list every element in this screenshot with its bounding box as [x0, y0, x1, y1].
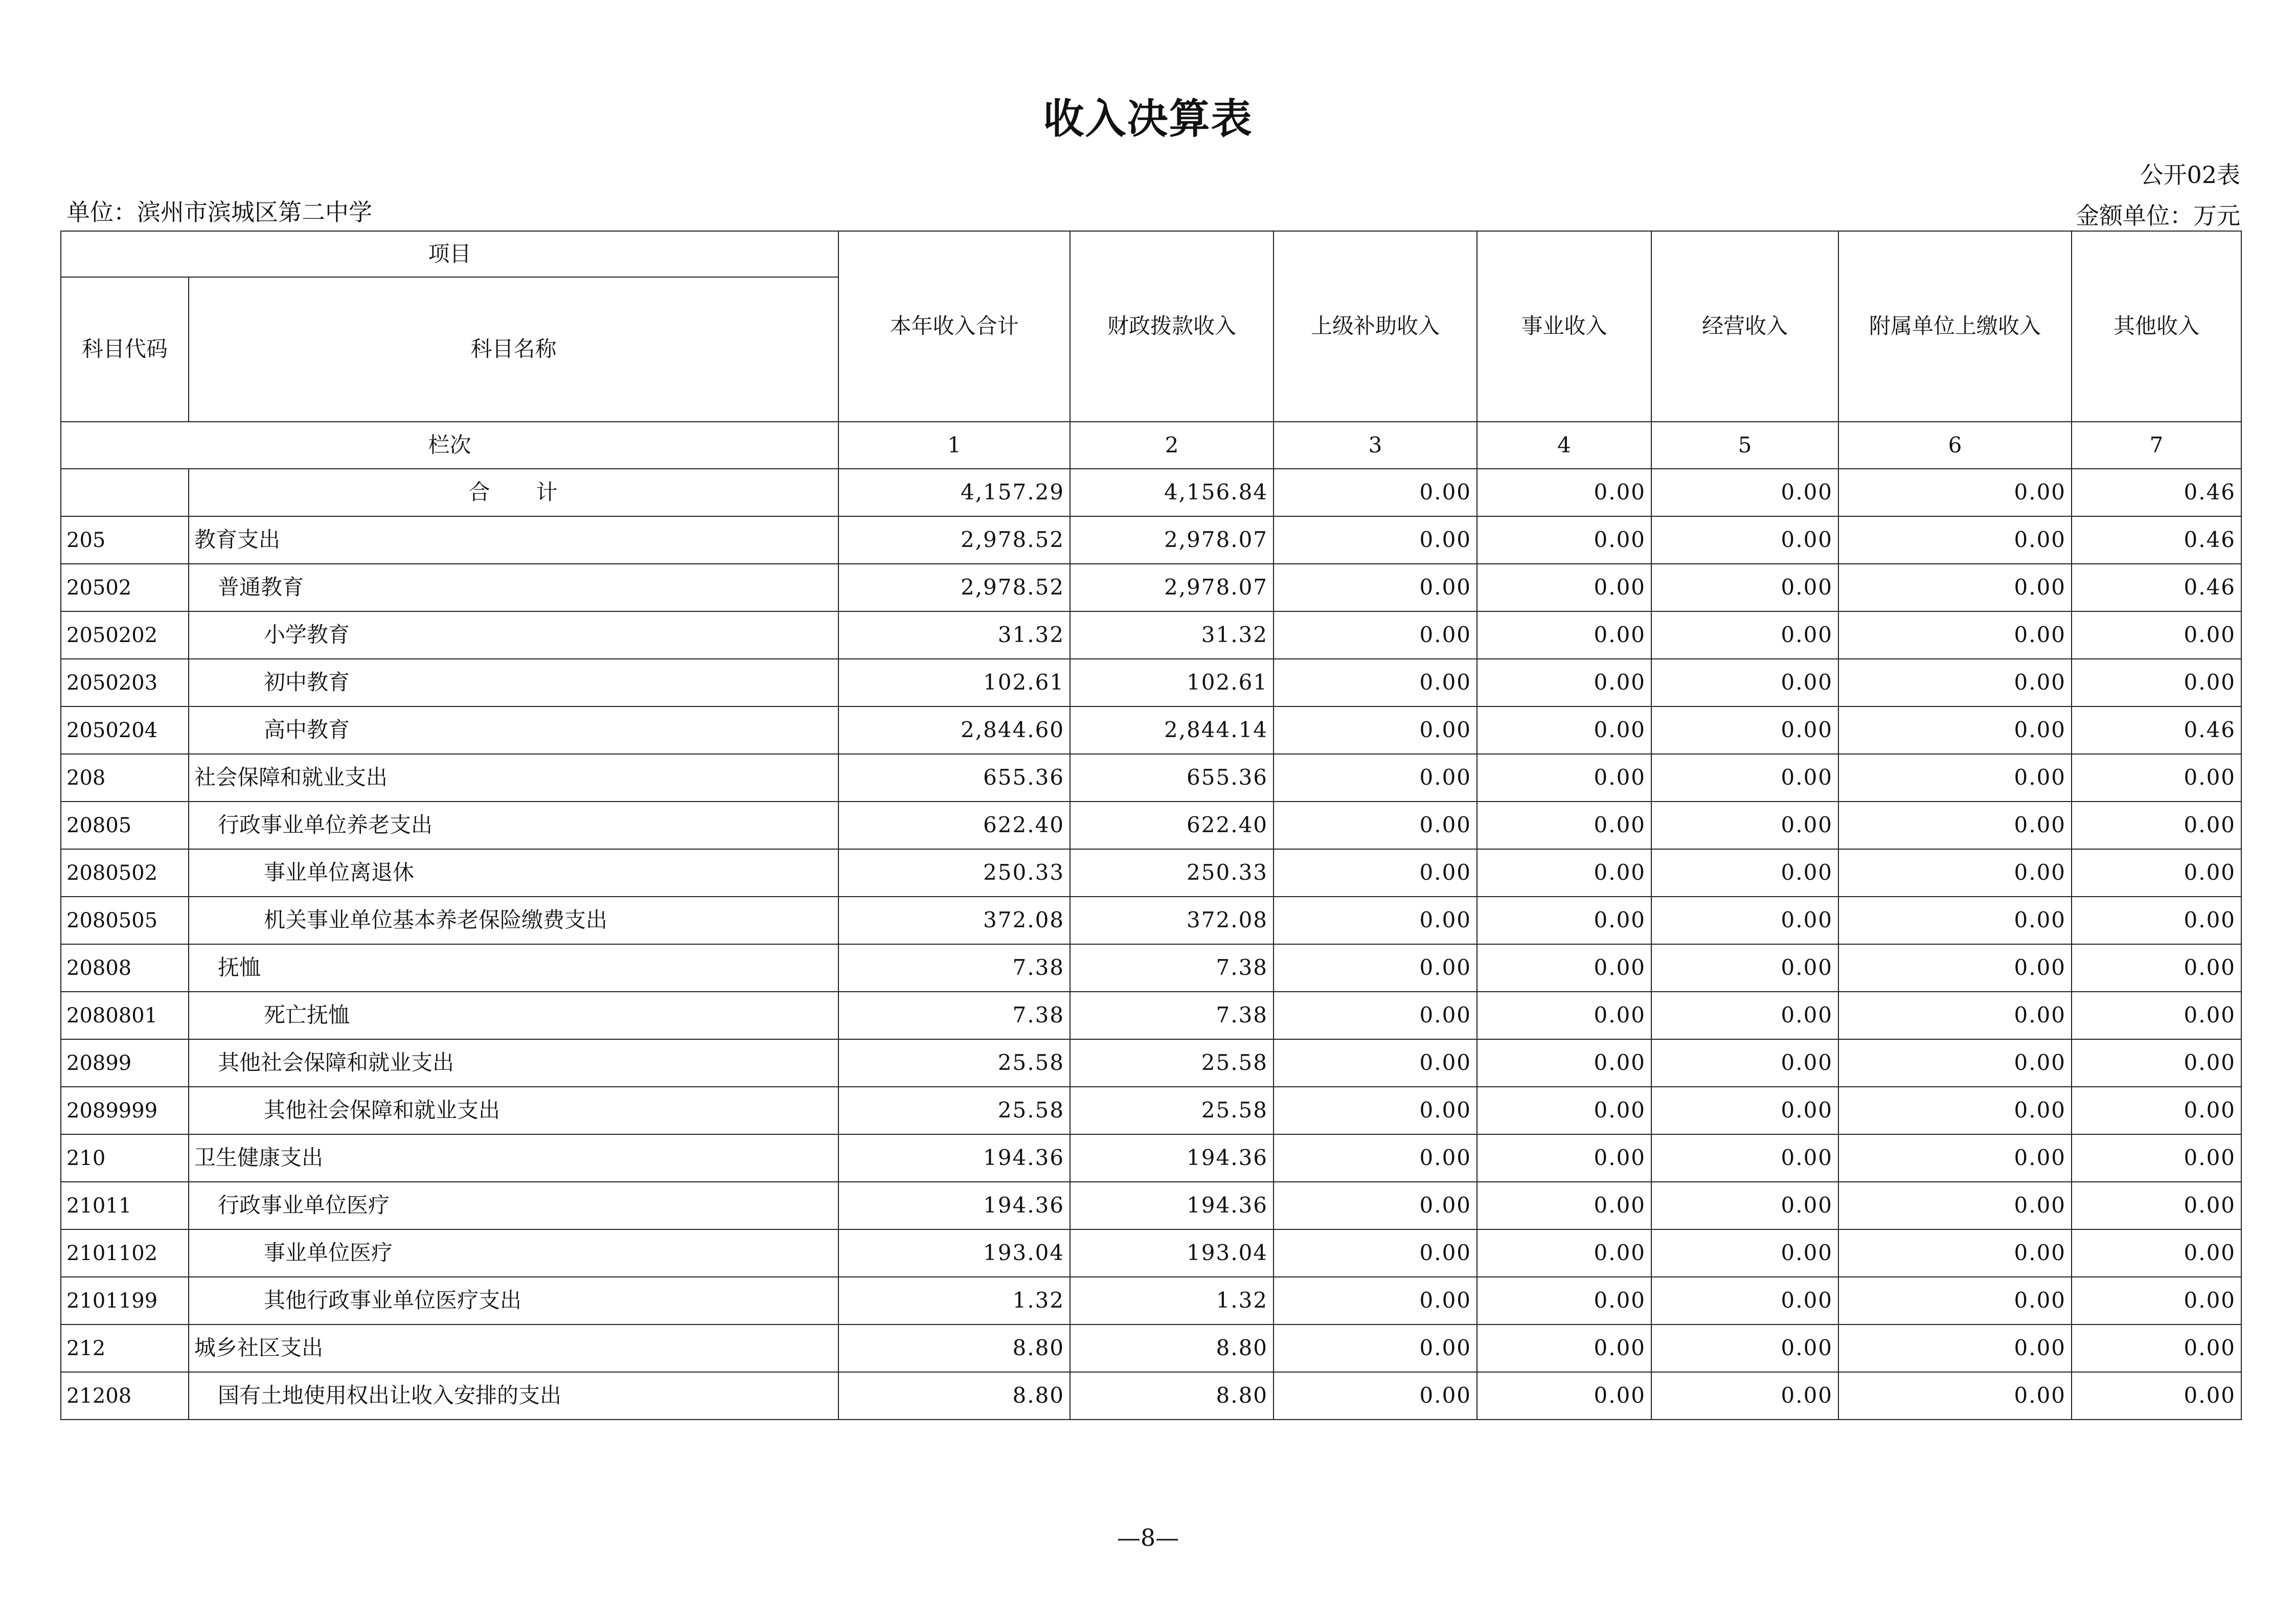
amount-cell: 0.00 — [1838, 1087, 2072, 1134]
amount-cell: 0.00 — [1838, 944, 2072, 992]
amount-cell: 102.61 — [838, 659, 1070, 706]
header-column: 财政拨款收入 — [1070, 231, 1274, 422]
subject-name: 行政事业单位养老支出 — [189, 802, 838, 849]
header-column: 附属单位上缴收入 — [1838, 231, 2072, 422]
amount-cell: 0.00 — [2072, 1277, 2241, 1324]
amount-cell: 7.38 — [1070, 992, 1274, 1039]
amount-cell: 2,844.60 — [838, 706, 1070, 754]
table-row — [61, 1039, 2241, 1087]
unit-label: 单位：滨州市滨城区第二中学 — [66, 198, 372, 226]
amount-cell: 0.00 — [1651, 516, 1838, 564]
amount-cell: 0.00 — [1838, 1372, 2072, 1420]
amount-cell: 0.00 — [1477, 1229, 1651, 1277]
amount-cell: 194.36 — [1070, 1182, 1274, 1229]
amount-cell: 0.00 — [1651, 1324, 1838, 1372]
header-seq: 3 — [1274, 422, 1477, 469]
table-row — [61, 1134, 2241, 1182]
amount-cell: 0.00 — [1651, 1372, 1838, 1420]
subject-code: 20502 — [61, 564, 189, 611]
table-row — [61, 1372, 2241, 1420]
amount-cell: 0.00 — [1651, 849, 1838, 897]
amount-cell: 0.00 — [1274, 1372, 1477, 1420]
amount-cell: 0.00 — [1274, 944, 1477, 992]
amount-cell: 0.00 — [1838, 706, 2072, 754]
amount-cell: 250.33 — [838, 849, 1070, 897]
amount-cell: 8.80 — [1070, 1324, 1274, 1372]
subject-code: 2080505 — [61, 897, 189, 944]
amount-cell: 0.00 — [1274, 1134, 1477, 1182]
table-row — [61, 1087, 2241, 1134]
header-column: 事业收入 — [1477, 231, 1651, 422]
total-value: 0.00 — [1477, 469, 1651, 516]
report-title: 收入决算表 — [1043, 95, 1253, 143]
amount-cell: 0.00 — [1274, 1039, 1477, 1087]
total-value: 0.00 — [1651, 469, 1838, 516]
amount-cell: 0.00 — [1274, 1229, 1477, 1277]
table-row — [61, 1324, 2241, 1372]
subject-name: 其他社会保障和就业支出 — [189, 1039, 838, 1087]
amount-cell: 0.00 — [1477, 706, 1651, 754]
total-value: 4,156.84 — [1070, 469, 1274, 516]
amount-cell: 0.00 — [2072, 1039, 2241, 1087]
amount-cell: 0.00 — [2072, 1229, 2241, 1277]
table-row — [61, 706, 2241, 754]
table-row — [61, 1277, 2241, 1324]
amount-cell: 0.00 — [1274, 659, 1477, 706]
subject-name: 抚恤 — [189, 944, 838, 992]
amount-cell: 25.58 — [1070, 1087, 1274, 1134]
amount-cell: 655.36 — [838, 754, 1070, 802]
amount-cell: 0.00 — [1651, 706, 1838, 754]
amount-cell: 0.00 — [1274, 706, 1477, 754]
amount-cell: 0.00 — [2072, 992, 2241, 1039]
amount-cell: 0.00 — [1651, 944, 1838, 992]
amount-cell: 0.00 — [1477, 516, 1651, 564]
table-row — [61, 754, 2241, 802]
header-code: 科目代码 — [61, 277, 189, 422]
amount-cell: 25.58 — [838, 1087, 1070, 1134]
header-seq: 2 — [1070, 422, 1274, 469]
amount-cell: 2,978.07 — [1070, 564, 1274, 611]
subject-name: 教育支出 — [189, 516, 838, 564]
table-row — [61, 897, 2241, 944]
subject-name: 普通教育 — [189, 564, 838, 611]
subject-code: 2050202 — [61, 611, 189, 659]
subject-name: 事业单位医疗 — [189, 1229, 838, 1277]
amount-cell: 194.36 — [1070, 1134, 1274, 1182]
amount-cell: 0.46 — [2072, 564, 2241, 611]
amount-cell: 0.00 — [1274, 516, 1477, 564]
amount-cell: 0.00 — [1274, 802, 1477, 849]
subject-name: 其他社会保障和就业支出 — [189, 1087, 838, 1134]
amount-cell: 194.36 — [838, 1182, 1070, 1229]
amount-cell: 0.00 — [1477, 1087, 1651, 1134]
amount-cell: 0.00 — [1477, 611, 1651, 659]
amount-cell: 0.00 — [1651, 802, 1838, 849]
subject-name: 国有土地使用权出让收入安排的支出 — [189, 1372, 838, 1420]
subject-code: 2050204 — [61, 706, 189, 754]
money-unit-label: 金额单位：万元 — [2076, 202, 2240, 230]
amount-cell: 0.00 — [2072, 1324, 2241, 1372]
header-item: 项目 — [61, 231, 838, 277]
amount-cell: 0.00 — [1651, 1277, 1838, 1324]
total-row — [61, 469, 2241, 516]
table-row — [61, 849, 2241, 897]
amount-cell: 0.46 — [2072, 516, 2241, 564]
amount-cell: 25.58 — [838, 1039, 1070, 1087]
subject-code: 2080801 — [61, 992, 189, 1039]
header-column: 本年收入合计 — [838, 231, 1070, 422]
subject-code: 2080502 — [61, 849, 189, 897]
amount-cell: 0.46 — [2072, 706, 2241, 754]
amount-cell: 2,978.52 — [838, 564, 1070, 611]
subject-code: 2101102 — [61, 1229, 189, 1277]
amount-cell: 0.00 — [1274, 992, 1477, 1039]
subject-name: 初中教育 — [189, 659, 838, 706]
amount-cell: 622.40 — [1070, 802, 1274, 849]
subject-name: 高中教育 — [189, 706, 838, 754]
amount-cell: 655.36 — [1070, 754, 1274, 802]
amount-cell: 0.00 — [1274, 754, 1477, 802]
subject-code: 2089999 — [61, 1087, 189, 1134]
subject-name: 行政事业单位医疗 — [189, 1182, 838, 1229]
amount-cell: 0.00 — [2072, 659, 2241, 706]
amount-cell: 2,844.14 — [1070, 706, 1274, 754]
amount-cell: 0.00 — [1838, 1182, 2072, 1229]
amount-cell: 193.04 — [838, 1229, 1070, 1277]
amount-cell: 0.00 — [1651, 659, 1838, 706]
amount-cell: 0.00 — [1477, 1277, 1651, 1324]
amount-cell: 0.00 — [2072, 849, 2241, 897]
total-value: 0.00 — [1274, 469, 1477, 516]
amount-cell: 0.00 — [1838, 1229, 2072, 1277]
amount-cell: 25.58 — [1070, 1039, 1274, 1087]
subject-code: 21208 — [61, 1372, 189, 1420]
amount-cell: 0.00 — [1651, 992, 1838, 1039]
subject-code: 205 — [61, 516, 189, 564]
subject-code: 20899 — [61, 1039, 189, 1087]
header-seq: 1 — [838, 422, 1070, 469]
total-value: 0.46 — [2072, 469, 2241, 516]
form-number: 公开02表 — [2140, 161, 2240, 189]
amount-cell: 0.00 — [1477, 659, 1651, 706]
amount-cell: 0.00 — [1477, 1324, 1651, 1372]
subject-code: 21011 — [61, 1182, 189, 1229]
amount-cell: 8.80 — [838, 1372, 1070, 1420]
amount-cell: 0.00 — [1838, 992, 2072, 1039]
amount-cell: 0.00 — [1274, 849, 1477, 897]
subject-code: 2050203 — [61, 659, 189, 706]
amount-cell: 2,978.07 — [1070, 516, 1274, 564]
amount-cell: 0.00 — [1477, 754, 1651, 802]
amount-cell: 0.00 — [1477, 802, 1651, 849]
amount-cell: 0.00 — [2072, 944, 2241, 992]
amount-cell: 0.00 — [1477, 944, 1651, 992]
subject-code: 210 — [61, 1134, 189, 1182]
amount-cell: 0.00 — [1838, 1277, 2072, 1324]
subject-name: 卫生健康支出 — [189, 1134, 838, 1182]
header-seq: 4 — [1477, 422, 1651, 469]
subject-name: 其他行政事业单位医疗支出 — [189, 1277, 838, 1324]
amount-cell: 1.32 — [838, 1277, 1070, 1324]
amount-cell: 193.04 — [1070, 1229, 1274, 1277]
amount-cell: 0.00 — [2072, 1182, 2241, 1229]
table-row — [61, 1229, 2241, 1277]
total-value: 0.00 — [1838, 469, 2072, 516]
amount-cell: 0.00 — [1651, 564, 1838, 611]
amount-cell: 0.00 — [1838, 1039, 2072, 1087]
page-number: —8— — [1117, 1524, 1179, 1551]
amount-cell: 31.32 — [1070, 611, 1274, 659]
amount-cell: 0.00 — [1477, 1182, 1651, 1229]
header-seq-label: 栏次 — [61, 422, 838, 469]
subject-code: 212 — [61, 1324, 189, 1372]
amount-cell: 0.00 — [2072, 802, 2241, 849]
amount-cell: 0.00 — [1274, 564, 1477, 611]
header-column: 上级补助收入 — [1274, 231, 1477, 422]
total-value: 4,157.29 — [838, 469, 1070, 516]
header-name: 科目名称 — [189, 277, 838, 422]
amount-cell: 0.00 — [1651, 754, 1838, 802]
amount-cell: 0.00 — [1651, 1182, 1838, 1229]
amount-cell: 0.00 — [1274, 1324, 1477, 1372]
table-row — [61, 992, 2241, 1039]
amount-cell: 0.00 — [1838, 849, 2072, 897]
amount-cell: 0.00 — [1651, 1087, 1838, 1134]
table-row — [61, 944, 2241, 992]
subject-name: 死亡抚恤 — [189, 992, 838, 1039]
amount-cell: 0.00 — [1477, 1039, 1651, 1087]
amount-cell: 7.38 — [838, 992, 1070, 1039]
amount-cell: 194.36 — [838, 1134, 1070, 1182]
amount-cell: 0.00 — [1838, 611, 2072, 659]
amount-cell: 0.00 — [1838, 1134, 2072, 1182]
amount-cell: 0.00 — [1838, 516, 2072, 564]
amount-cell: 0.00 — [1477, 992, 1651, 1039]
amount-cell: 2,978.52 — [838, 516, 1070, 564]
amount-cell: 31.32 — [838, 611, 1070, 659]
total-code-cell — [61, 469, 189, 516]
subject-code: 2101199 — [61, 1277, 189, 1324]
amount-cell: 372.08 — [1070, 897, 1274, 944]
table-row — [61, 564, 2241, 611]
subject-name: 小学教育 — [189, 611, 838, 659]
subject-code: 20805 — [61, 802, 189, 849]
amount-cell: 0.00 — [1651, 611, 1838, 659]
amount-cell: 0.00 — [1651, 1229, 1838, 1277]
table-row — [61, 802, 2241, 849]
amount-cell: 372.08 — [838, 897, 1070, 944]
amount-cell: 8.80 — [838, 1324, 1070, 1372]
amount-cell: 0.00 — [1477, 1372, 1651, 1420]
header-column: 其他收入 — [2072, 231, 2241, 422]
amount-cell: 0.00 — [1838, 802, 2072, 849]
amount-cell: 0.00 — [2072, 611, 2241, 659]
table-row — [61, 1182, 2241, 1229]
amount-cell: 0.00 — [1274, 897, 1477, 944]
header-seq: 7 — [2072, 422, 2241, 469]
amount-cell: 0.00 — [1838, 659, 2072, 706]
amount-cell: 0.00 — [1651, 1134, 1838, 1182]
amount-cell: 0.00 — [1274, 611, 1477, 659]
table-row — [61, 516, 2241, 564]
header-column: 经营收入 — [1651, 231, 1838, 422]
amount-cell: 0.00 — [2072, 754, 2241, 802]
amount-cell: 0.00 — [2072, 1087, 2241, 1134]
amount-cell: 0.00 — [1838, 564, 2072, 611]
header-seq: 5 — [1651, 422, 1838, 469]
amount-cell: 0.00 — [2072, 1134, 2241, 1182]
amount-cell: 0.00 — [1477, 849, 1651, 897]
amount-cell: 250.33 — [1070, 849, 1274, 897]
subject-code: 20808 — [61, 944, 189, 992]
amount-cell: 8.80 — [1070, 1372, 1274, 1420]
amount-cell: 7.38 — [1070, 944, 1274, 992]
amount-cell: 0.00 — [1274, 1182, 1477, 1229]
amount-cell: 0.00 — [1274, 1087, 1477, 1134]
amount-cell: 0.00 — [1274, 1277, 1477, 1324]
income-report-table — [60, 231, 2242, 1420]
amount-cell: 0.00 — [1477, 897, 1651, 944]
table-row — [61, 659, 2241, 706]
amount-cell: 102.61 — [1070, 659, 1274, 706]
amount-cell: 0.00 — [1838, 1324, 2072, 1372]
subject-name: 社会保障和就业支出 — [189, 754, 838, 802]
subject-name: 城乡社区支出 — [189, 1324, 838, 1372]
amount-cell: 0.00 — [1838, 897, 2072, 944]
subject-name: 机关事业单位基本养老保险缴费支出 — [189, 897, 838, 944]
amount-cell: 0.00 — [2072, 1372, 2241, 1420]
amount-cell: 7.38 — [838, 944, 1070, 992]
amount-cell: 0.00 — [1477, 1134, 1651, 1182]
subject-name: 事业单位离退休 — [189, 849, 838, 897]
amount-cell: 0.00 — [1477, 564, 1651, 611]
subject-code: 208 — [61, 754, 189, 802]
amount-cell: 0.00 — [1651, 897, 1838, 944]
table-row — [61, 611, 2241, 659]
amount-cell: 0.00 — [2072, 897, 2241, 944]
amount-cell: 0.00 — [1838, 754, 2072, 802]
amount-cell: 1.32 — [1070, 1277, 1274, 1324]
header-seq: 6 — [1838, 422, 2072, 469]
amount-cell: 0.00 — [1651, 1039, 1838, 1087]
total-label: 合 计 — [189, 469, 838, 516]
amount-cell: 622.40 — [838, 802, 1070, 849]
